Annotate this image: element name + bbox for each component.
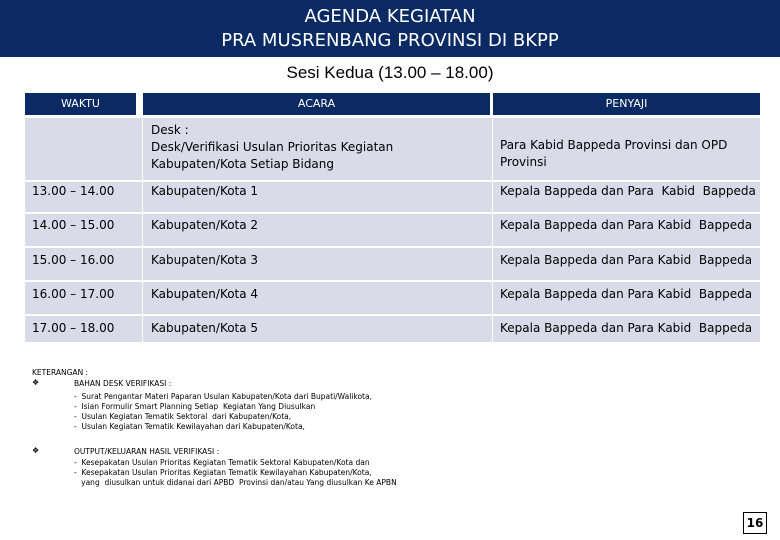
list-item: - Isian Formulir Smart Planning Setiap Kegiatan Yang Diusulkan: [74, 402, 316, 411]
notes-section2-list: [74, 458, 397, 488]
header-waktu: WAKTU: [25, 93, 136, 115]
list-item: - Usulan Kegiatan Tematik Sektoral dari Kabupaten/Kota,: [74, 412, 292, 421]
notes-heading: KETERANGAN :: [32, 368, 89, 377]
list-item: yang diusulkan untuk didanai dari APBD Provinsi dan/atau Yang diusulkan Ke APBN: [74, 478, 397, 487]
acara-cell: Kabupaten/Kota 4: [151, 287, 259, 301]
waktu-cell: 17.00 – 18.00: [32, 321, 115, 335]
list-item: - Kesepakatan Usulan Prioritas Kegiatan Tematik Sektoral Kabupaten/Kota dan: [74, 458, 370, 467]
waktu-cell: 16.00 – 17.00: [32, 287, 115, 301]
acara-cell: Kabupaten/Kota 1: [151, 184, 259, 198]
penyaji-cell: Kepala Bappeda dan Para Kabid Bappeda: [500, 184, 756, 198]
column-divider: [492, 118, 493, 342]
list-item: - Surat Pengantar Materi Paparan Usulan Kabupaten/Kota dari Bupati/Walikota,: [74, 392, 372, 401]
penyaji-cell: Para Kabid Bappeda Provinsi dan OPD Provinsi: [500, 138, 728, 169]
waktu-cell: 13.00 – 14.00: [32, 184, 115, 198]
list-item: - Kesepakatan Usulan Prioritas Kegiatan Tematik Kewilayahan Kabupaten/Kota,: [74, 468, 372, 477]
header-penyaji: PENYAJI: [493, 93, 760, 115]
session-title: Sesi Kedua (13.00 – 18.00): [286, 63, 494, 82]
header-acara: ACARA: [143, 93, 490, 115]
acara-cell: Kabupaten/Kota 2: [151, 218, 259, 232]
page-subtitle-line: PRA MUSRENBANG PROVINSI DI BKPP: [221, 30, 559, 51]
penyaji-cell: Kepala Bappeda dan Para Kabid Bappeda: [500, 287, 753, 301]
page-number: 16: [743, 512, 767, 534]
column-divider: [142, 118, 143, 342]
waktu-cell: 14.00 – 15.00: [32, 218, 115, 232]
acara-cell: Desk : Desk/Verifikasi Usulan Prioritas Kegiatan Kabupaten/Kota Setiap Bidang: [151, 123, 394, 171]
diamond-bullet-icon: ❖: [32, 378, 40, 387]
waktu-cell: 15.00 – 16.00: [32, 253, 115, 267]
list-item: - Usulan Kegiatan Tematik Kewilayahan dari Kabupaten/Kota,: [74, 422, 305, 431]
notes-section1-list: [74, 392, 372, 432]
diamond-bullet-icon: ❖: [32, 446, 40, 455]
acara-cell: Kabupaten/Kota 3: [151, 253, 259, 267]
penyaji-cell: Kepala Bappeda dan Para Kabid Bappeda: [500, 321, 753, 335]
acara-cell: Kabupaten/Kota 5: [151, 321, 259, 335]
page-title: AGENDA KEGIATAN: [304, 6, 476, 27]
notes-section2-title: OUTPUT/KELUARAN HASIL VERIFIKASI :: [74, 447, 220, 456]
penyaji-cell: Kepala Bappeda dan Para Kabid Bappeda: [500, 253, 753, 267]
notes-section1-title: BAHAN DESK VERIFIKASI :: [74, 379, 172, 388]
penyaji-cell: Kepala Bappeda dan Para Kabid Bappeda: [500, 218, 753, 232]
title-banner: [0, 0, 780, 57]
